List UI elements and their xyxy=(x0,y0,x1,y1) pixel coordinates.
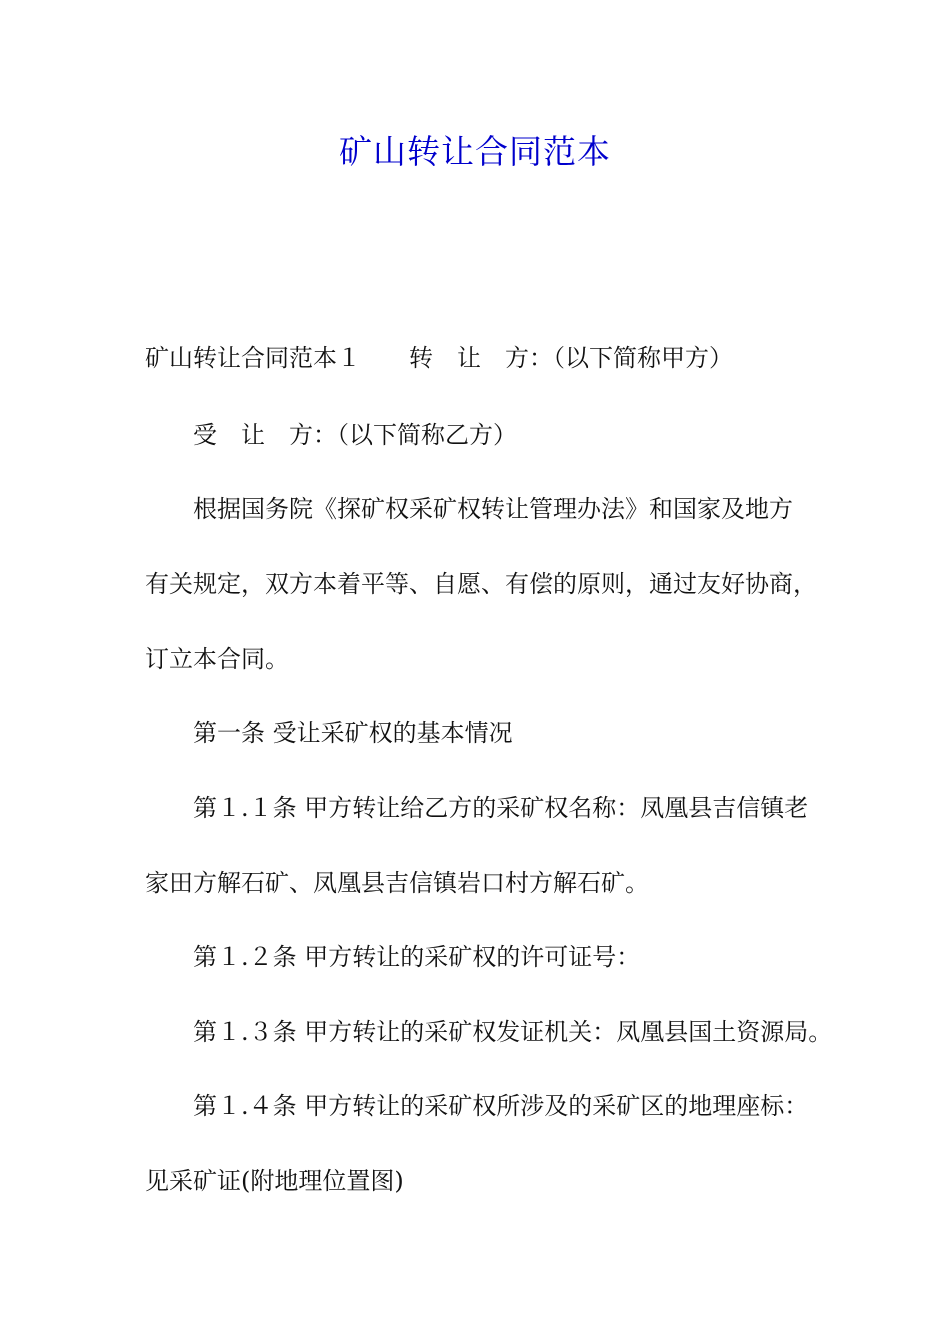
clause-1-4-line-2: 见采矿证(附地理位置图) xyxy=(145,1167,404,1195)
preamble-line-3: 订立本合同。 xyxy=(145,645,289,673)
document-title: 矿山转让合同范本 xyxy=(339,132,611,171)
preamble-line-2: 有关规定，双方本着平等、自愿、有偿的原则，通过友好协商， xyxy=(145,570,817,598)
transferor-line: 转 让 方：（以下简称甲方） xyxy=(409,344,733,372)
contract-heading-label: 矿山转让合同范本１ xyxy=(145,344,361,372)
clause-1-1-line-2: 家田方解石矿、凤凰县吉信镇岩口村方解石矿。 xyxy=(145,869,649,897)
clause-1-1-line-1: 第１.１条 甲方转让给乙方的采矿权名称：凤凰县吉信镇老 xyxy=(193,794,809,822)
clause-1-3: 第１.３条 甲方转让的采矿权发证机关：凤凰县国土资源局。 xyxy=(193,1018,833,1046)
clause-1-4-line-1: 第１.４条 甲方转让的采矿权所涉及的采矿区的地理座标： xyxy=(193,1092,809,1120)
heading-line xyxy=(145,341,835,375)
transferee-line: 受 让 方：（以下简称乙方） xyxy=(193,421,517,449)
clause-1-2: 第１.２条 甲方转让的采矿权的许可证号： xyxy=(193,943,641,971)
article-1-heading: 第一条 受让采矿权的基本情况 xyxy=(193,719,513,747)
preamble-line-1: 根据国务院《探矿权采矿权转让管理办法》和国家及地方 xyxy=(193,495,793,523)
